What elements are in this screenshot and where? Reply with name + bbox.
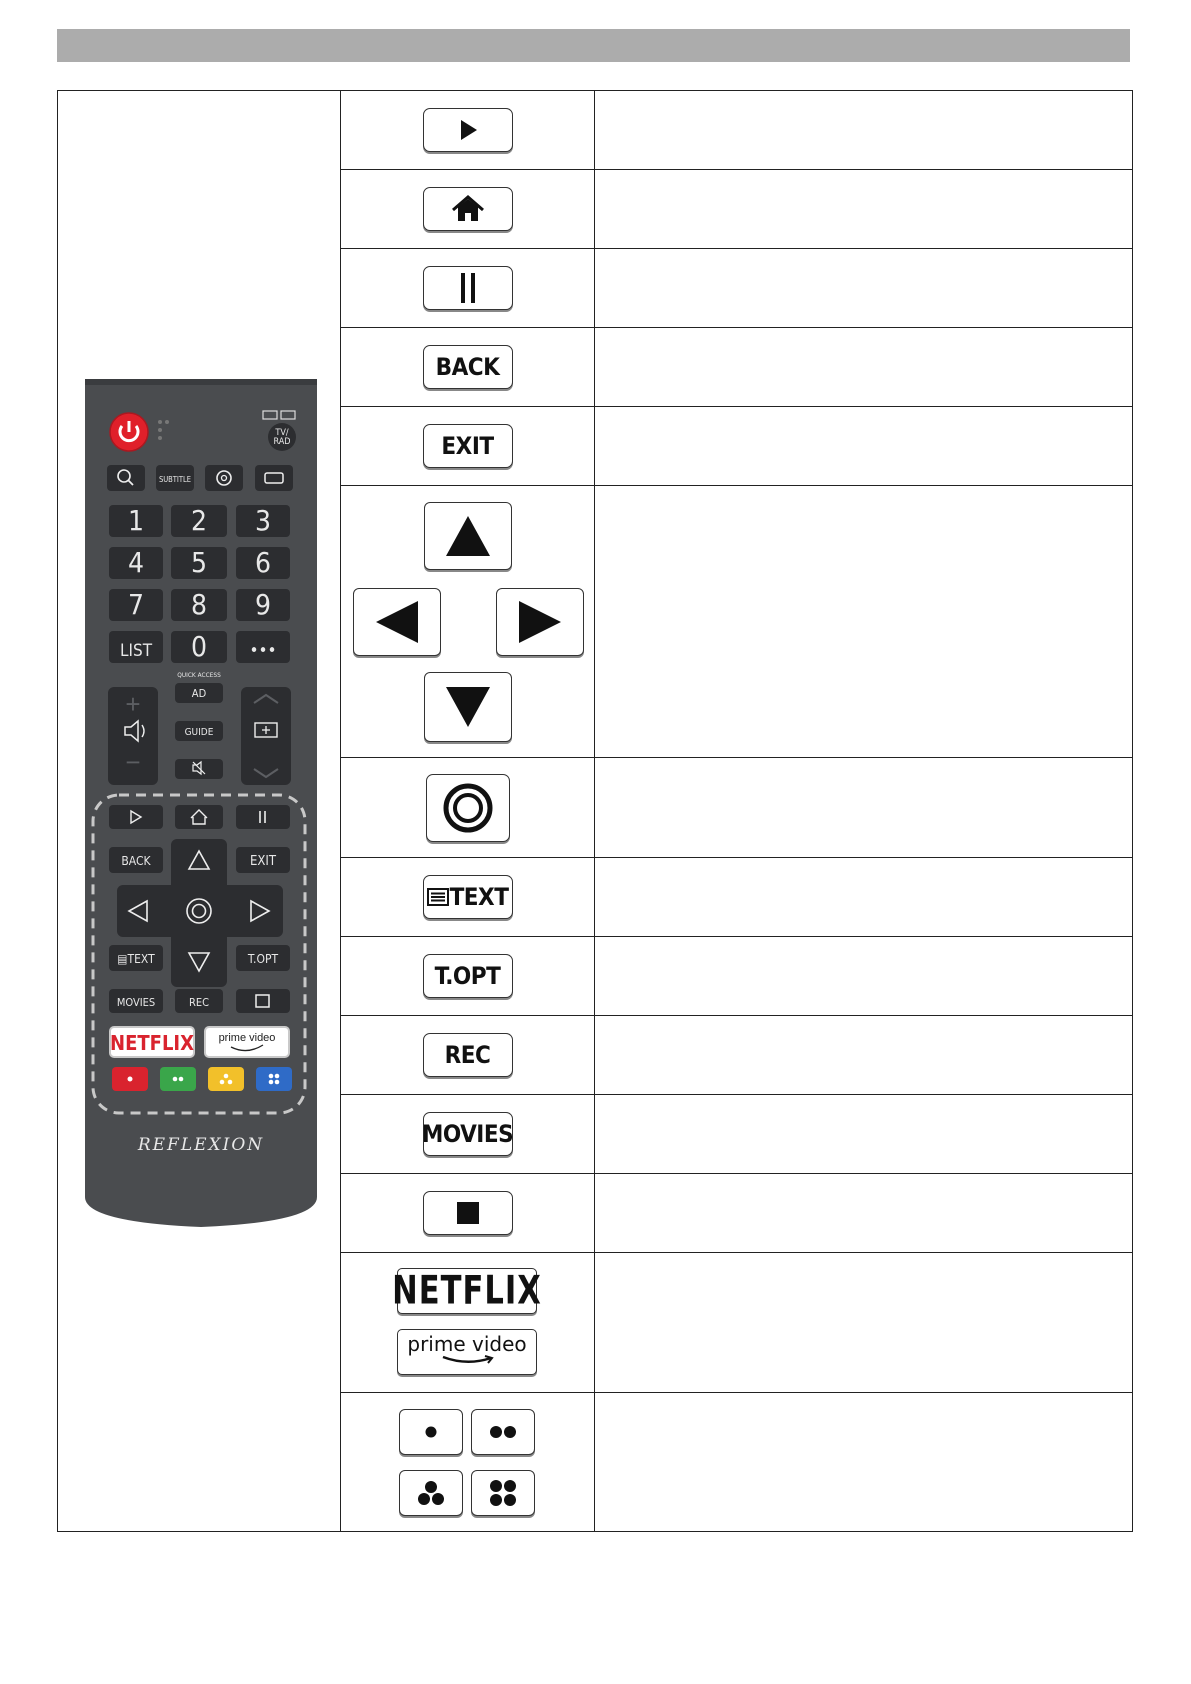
arrow-right-icon [517,599,563,645]
color-keys-description [595,1393,1133,1532]
svg-text:−: − [125,747,141,777]
remote-key-label-3: 3 [254,504,272,537]
back-button-label: BACK [121,854,151,868]
remote-key-label-8: 8 [190,588,208,621]
movies-button-label: MOVIES [116,996,156,1009]
stop-key-cell [341,1174,595,1253]
yellow-key-button [399,1470,463,1516]
rec-button: REC [423,1033,513,1077]
two-dots-icon [489,1425,517,1439]
exit-button-label: EXIT [250,854,276,869]
home-icon [451,195,485,223]
remote-key-label-5: 5 [190,546,208,579]
text-button-label: TEXT [449,883,509,911]
streaming-description [595,1253,1133,1393]
ok-button [426,774,510,842]
exit-button: EXIT [423,424,513,468]
back-description [595,328,1133,407]
home-description [595,170,1133,249]
pause-icon [459,273,477,303]
navigation-keys-cell [341,486,595,758]
one-dot-icon [424,1425,438,1439]
navigation-description [595,486,1133,758]
arrow-down-button [424,672,512,742]
pause-key-cell [341,249,595,328]
netflix-label: NETFLIX [392,1268,542,1314]
arrow-up-icon [444,514,492,558]
exit-key-cell [341,407,595,486]
text-description [595,858,1133,937]
pause-description [595,249,1133,328]
guide-button-label: GUIDE [184,727,214,738]
arrow-down-icon [444,685,492,729]
movies-description [595,1095,1133,1174]
stop-button [423,1191,513,1235]
back-button: BACK [423,345,513,389]
four-dots-icon [489,1479,517,1507]
home-button [423,187,513,231]
play-description [595,91,1133,170]
remote-key-label-list: LIST [119,641,153,661]
home-key-cell [341,170,595,249]
remote-key-label-0: 0 [190,630,208,663]
remote-key-label-4: 4 [127,546,145,579]
brand-logo: REFLEXION [137,1135,265,1155]
arrow-left-button [353,588,441,656]
subtitle-button-label: SUBTITLE [158,475,192,484]
tvrad-label: TV/ [275,428,289,438]
remote-key-label-6: 6 [254,546,272,579]
play-key-cell [341,91,595,170]
remote-illustration-cell [58,91,341,1532]
topt-key-cell [341,937,595,1016]
ok-description [595,758,1133,858]
play-icon [458,119,478,141]
exit-description [595,407,1133,486]
remote-key-label-more: ••• [249,641,277,661]
topt-button-label: T.OPT [247,952,279,966]
ad-button-label: AD [191,687,207,700]
remote-key-label-1: 1 [127,504,145,537]
pause-button [423,266,513,310]
remote-key-label-2: 2 [190,504,208,537]
ok-key-cell [341,758,595,858]
prime-video-button [397,1329,537,1375]
text-button [423,875,513,919]
topt-button: T.OPT [423,954,513,998]
ok-icon [442,782,494,834]
streaming-keys-cell [341,1253,595,1393]
topt-description [595,937,1133,1016]
play-button [423,108,513,152]
netflix-button [392,1268,542,1314]
three-dots-icon [417,1480,445,1506]
text-key-cell [341,858,595,937]
red-key-button [399,1409,463,1455]
green-key-button [471,1409,535,1455]
stop-icon [456,1201,480,1225]
header-bar [57,29,1130,62]
rec-description [595,1016,1133,1095]
remote-netflix-label: NETFLIX [110,1031,194,1055]
prime-smile-icon [437,1355,497,1365]
svg-text:+: + [125,689,141,719]
remote-prime-label: prime video [218,1032,276,1044]
movies-key-cell [341,1095,595,1174]
color-keys-cell [341,1393,595,1532]
remote-control-illustration [81,377,321,1237]
stop-description [595,1174,1133,1253]
button-description-table [57,90,1133,1532]
rec-button-label: REC [188,996,210,1009]
svg-text:RAD: RAD [273,437,291,447]
prime-video-label: prime video [407,1331,527,1356]
arrow-up-button [424,502,512,570]
movies-button: MOVIES [423,1112,513,1156]
quick-access-label: QUICK ACCESS [177,671,221,679]
arrow-left-icon [374,599,420,645]
blue-key-button [471,1470,535,1516]
back-key-cell [341,328,595,407]
remote-key-label-7: 7 [127,588,145,621]
rec-key-cell [341,1016,595,1095]
teletext-icon [427,888,449,906]
text-button-label: ▤TEXT [117,952,155,966]
arrow-right-button [496,588,584,656]
remote-key-label-9: 9 [254,588,272,621]
